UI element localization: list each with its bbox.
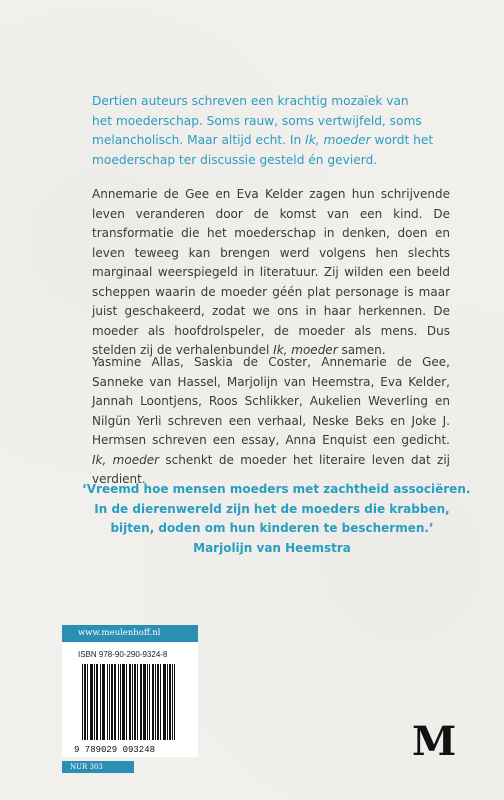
blurb-line <box>92 131 452 151</box>
website-url: www.meulenhoff.nl <box>62 625 198 642</box>
blurb-text: melancholisch. Maar altijd echt. In <box>92 133 306 147</box>
quote-line: bijten, doden om hun kinderen te beschermen.’ <box>110 521 434 535</box>
paragraph-text: Annemarie de Gee en Eva Kelder zagen hun schrijvende leven veranderen door de komst van een kind. De transformatie die het moederschap in denken, doen en leven teweeg kan brengen werd volgens hen slechts marginaal weerspiegeld in literatuur. Zij wilden een beeld scheppen waarin de moeder géén plat personage is maar juist geschakeerd, zodat we ons in haar herkennen. De moeder als hoofdrolspeler, de moeder als mens. Dus stelden zij de verhalenbundel <box>92 187 450 357</box>
blurb-title-italic: Ik, moeder <box>305 133 371 147</box>
isbn-label: ISBN 978-90-290-9324-8 <box>78 650 168 659</box>
blurb-line: het moederschap. Soms rauw, soms vertwijfeld, soms <box>92 113 422 128</box>
blurb-line: moederschap ter discussie gesteld én gevierd. <box>92 152 378 167</box>
barcode-box <box>62 625 198 757</box>
book-title-italic: Ik, moeder <box>92 452 160 467</box>
quote-attribution: Marjolijn van Heemstra <box>193 540 351 555</box>
barcode-image <box>72 664 188 756</box>
barcode-digits: 9 789029 093248 <box>74 745 156 755</box>
quote-line: ‘Vreemd hoe mensen moeders met zachtheid associëren. <box>82 482 471 496</box>
publisher-logo: M <box>412 718 457 765</box>
book-title-italic: Ik, moeder <box>273 343 338 357</box>
paragraph-text: samen. <box>337 343 386 357</box>
blurb-text: wordt het <box>370 133 434 147</box>
paragraph-text: schenkt de moeder het literaire leven dat zij verdient. <box>92 452 450 486</box>
quote-line: In de dierenwereld zijn het de moeders die krabben, <box>94 501 450 516</box>
pull-quote <box>82 480 471 558</box>
paragraph-text: Yasmine Allas, Saskia de Coster, Annemarie de Gee, Sanneke van Hassel, Marjolijn van Heemstra, Eva Kelder, Jannah Loontjens, Roos Schlikker, Aukelien Weverling en Nilgün Yerli schreven een verhaal, Neske Beks en Joke J. Hermsen schreven een essay, Anna Enquist een gedicht. <box>92 355 450 447</box>
nur-label: NUR 303 <box>62 761 134 773</box>
paragraph-intro <box>92 185 450 361</box>
paragraph-authors <box>92 353 450 490</box>
blurb-line: Dertien auteurs schreven een krachtig mozaïek van <box>92 94 409 108</box>
blurb <box>92 92 452 170</box>
